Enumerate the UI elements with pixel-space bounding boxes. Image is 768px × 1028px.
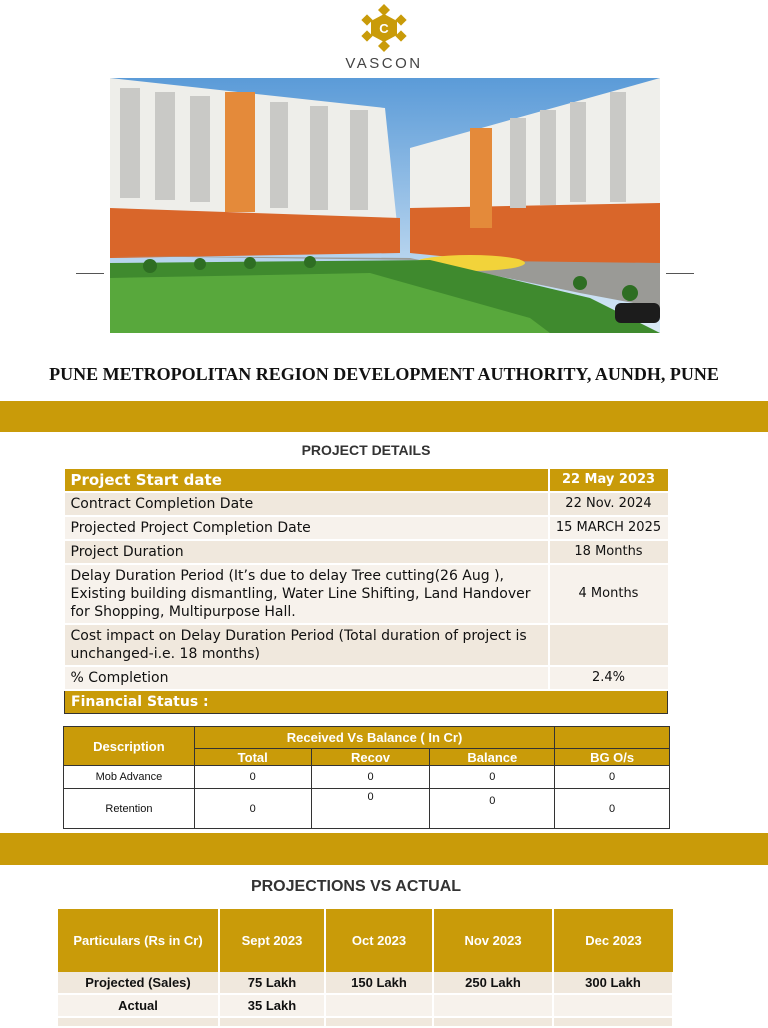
blank-header <box>555 727 670 749</box>
column-header-nov-2023: Nov 2023 <box>433 909 553 972</box>
cell-balance: 0 <box>430 789 555 829</box>
table-row <box>64 766 670 789</box>
authority-title: PUNE METROPOLITAN REGION DEVELOPMENT AUTHORITY, AUNDH, PUNE <box>49 364 719 384</box>
financial-table <box>63 726 670 829</box>
table-row <box>65 469 668 492</box>
financial-status-row <box>65 690 668 714</box>
projections-heading: PROJECTIONS VS ACTUAL <box>250 878 462 895</box>
cell-balance: 0 <box>430 766 555 789</box>
cell-recov: 0 <box>311 789 430 829</box>
column-header-balance: Balance <box>430 749 555 766</box>
table-row <box>64 789 670 829</box>
detail-value: 4 Months <box>549 564 668 624</box>
table-header-row <box>58 909 673 972</box>
row-description: Retention <box>64 789 195 829</box>
projections-table <box>58 909 674 1028</box>
cell-value: 300 Lakh <box>553 972 673 994</box>
cell-empty <box>325 1017 433 1027</box>
detail-value <box>549 624 668 666</box>
detail-value: 18 Months <box>549 540 668 564</box>
detail-value: 2.4% <box>549 666 668 690</box>
cell-empty <box>433 1017 553 1027</box>
cell-bg-os: 0 <box>555 766 670 789</box>
detail-value: 15 MARCH 2025 <box>549 516 668 540</box>
cell-value <box>325 994 433 1017</box>
detail-label: Project Start date <box>65 469 549 492</box>
cell-bg-os: 0 <box>555 789 670 829</box>
project-details-table <box>64 469 668 714</box>
cell-empty <box>553 1017 673 1027</box>
vascon-logo <box>340 2 428 74</box>
table-row <box>58 1017 673 1027</box>
cell-value <box>433 994 553 1017</box>
project-details-heading: PROJECT DETAILS <box>301 442 431 458</box>
table-row <box>65 666 668 690</box>
cell-value <box>553 994 673 1017</box>
table-row <box>58 972 673 994</box>
table-header-row <box>64 727 670 749</box>
received-vs-balance-header: Received Vs Balance ( In Cr) <box>194 727 554 749</box>
column-header-total: Total <box>194 749 311 766</box>
column-header-particulars: Particulars (Rs in Cr) <box>58 909 219 972</box>
detail-label: Projected Project Completion Date <box>65 516 549 540</box>
cell-value: 35 Lakh <box>219 994 325 1017</box>
financial-status-label: Financial Status : <box>65 690 668 714</box>
brand-name: VASCON <box>345 55 423 72</box>
cell-empty <box>219 1017 325 1027</box>
svg-text:C: C <box>379 21 389 36</box>
gold-divider-band <box>0 833 768 865</box>
left-divider <box>76 273 104 274</box>
cell-total: 0 <box>194 766 311 789</box>
cell-recov: 0 <box>311 766 430 789</box>
detail-label: Cost impact on Delay Duration Period (Total duration of project is unchanged-i.e. 18 months) <box>65 624 549 666</box>
cell-value: 150 Lakh <box>325 972 433 994</box>
detail-label: Delay Duration Period (It’s due to delay Tree cutting(26 Aug ), Existing building dismantling, Water Line Shifting, Land Handover for Shopping, Multipurpose Hall. <box>65 564 549 624</box>
table-row <box>65 540 668 564</box>
table-row <box>65 564 668 624</box>
project-rendering-image <box>110 78 660 333</box>
column-header-sept-2023: Sept 2023 <box>219 909 325 972</box>
detail-label: Project Duration <box>65 540 549 564</box>
cell-value: 75 Lakh <box>219 972 325 994</box>
right-divider <box>666 273 694 274</box>
row-label: Projected (Sales) <box>58 972 219 994</box>
row-label: Actual <box>58 994 219 1017</box>
row-description: Mob Advance <box>64 766 195 789</box>
table-row <box>65 492 668 516</box>
column-header-bg-os: BG O/s <box>555 749 670 766</box>
table-row <box>65 516 668 540</box>
table-row <box>65 624 668 666</box>
column-header-recov: Recov <box>311 749 430 766</box>
table-row <box>58 994 673 1017</box>
description-header: Description <box>64 727 195 766</box>
detail-value: 22 Nov. 2024 <box>549 492 668 516</box>
column-header-oct-2023: Oct 2023 <box>325 909 433 972</box>
vascon-emblem-icon <box>356 2 412 54</box>
detail-label: Contract Completion Date <box>65 492 549 516</box>
cell-total: 0 <box>194 789 311 829</box>
column-header-dec-2023: Dec 2023 <box>553 909 673 972</box>
gold-divider-band <box>0 401 768 432</box>
detail-value: 22 May 2023 <box>549 469 668 492</box>
cell-value: 250 Lakh <box>433 972 553 994</box>
detail-label: % Completion <box>65 666 549 690</box>
cell-empty <box>58 1017 219 1027</box>
